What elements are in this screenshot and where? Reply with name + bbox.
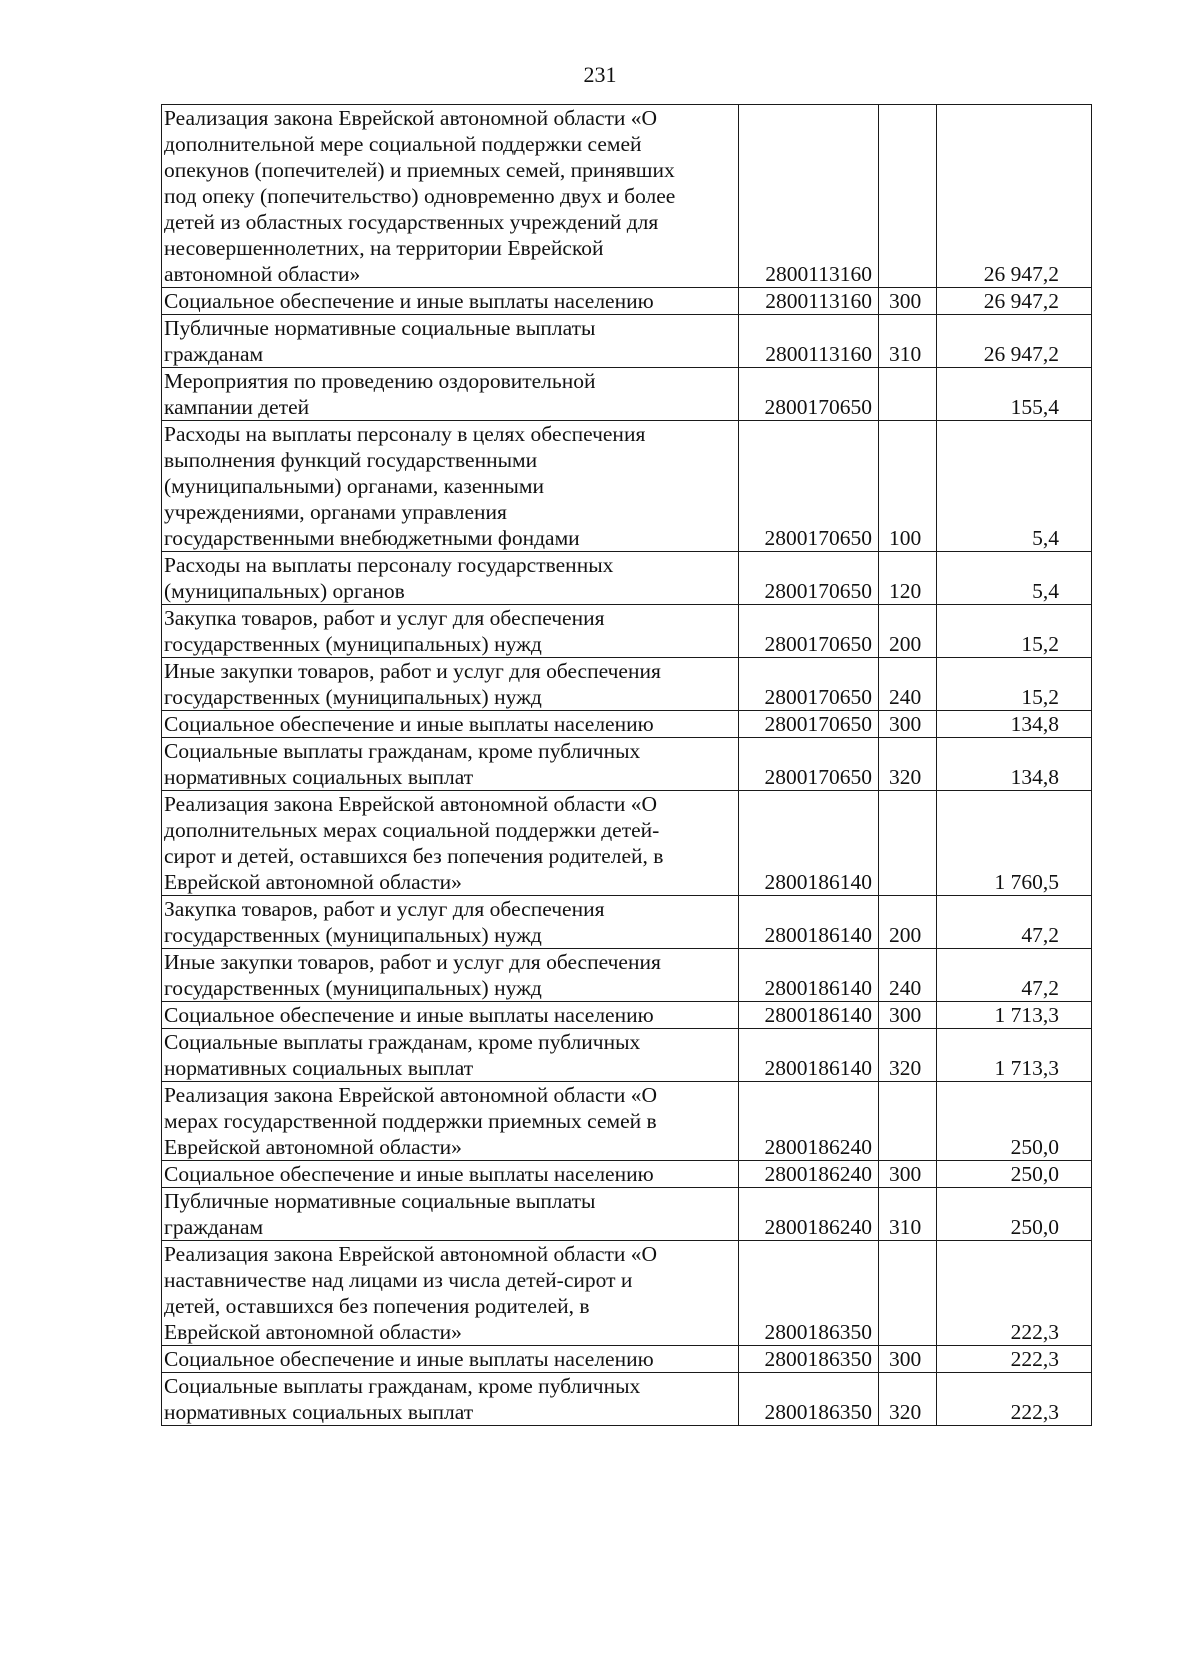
amount-cell: 222,3 — [937, 1346, 1092, 1373]
target-article-code: 2800186350 — [739, 1346, 879, 1373]
table-row — [162, 1029, 1092, 1082]
expense-name-line: Закупка товаров, работ и услуг для обеспечения — [164, 606, 605, 630]
amount-cell: 1 760,5 — [937, 791, 1092, 896]
budget-table-body — [162, 105, 1092, 1426]
expense-type-code — [879, 791, 937, 896]
expense-name-cell — [162, 368, 739, 421]
table-row — [162, 1241, 1092, 1346]
table-row — [162, 368, 1092, 421]
expense-type-code: 320 — [879, 1373, 937, 1426]
expense-type-code: 300 — [879, 1002, 937, 1029]
target-article-code: 2800113160 — [739, 105, 879, 288]
expense-name-line: под опеку (попечительство) одновременно двух и более — [164, 184, 676, 208]
expense-name-line: мерах государственной поддержки приемных семей в — [164, 1109, 657, 1133]
expense-type-code: 240 — [879, 949, 937, 1002]
target-article-code: 2800186350 — [739, 1373, 879, 1426]
target-article-code: 2800113160 — [739, 315, 879, 368]
expense-name-line: гражданам — [164, 342, 264, 366]
expense-name-cell — [162, 1002, 739, 1029]
page-number: 231 — [583, 62, 617, 87]
expense-name-line: нормативных социальных выплат — [164, 1400, 474, 1424]
expense-name-line: государственных (муниципальных) нужд — [164, 976, 542, 1000]
expense-name-cell — [162, 605, 739, 658]
expense-type-code: 300 — [879, 711, 937, 738]
expense-type-code: 300 — [879, 1161, 937, 1188]
target-article-code: 2800170650 — [739, 552, 879, 605]
expense-name-cell — [162, 1082, 739, 1161]
expense-name-line: Реализация закона Еврейской автономной области «О — [164, 792, 658, 816]
target-article-code: 2800170650 — [739, 421, 879, 552]
expense-type-code — [879, 368, 937, 421]
expense-name-line: Иные закупки товаров, работ и услуг для обеспечения — [164, 950, 661, 974]
expense-name-line: Социальные выплаты гражданам, кроме публичных — [164, 1374, 641, 1398]
expense-type-code: 300 — [879, 1346, 937, 1373]
expense-name-cell — [162, 552, 739, 605]
expense-type-code: 310 — [879, 1188, 937, 1241]
table-row — [162, 1373, 1092, 1426]
expense-type-code: 200 — [879, 605, 937, 658]
target-article-code: 2800113160 — [739, 288, 879, 315]
expense-name-line: государственными внебюджетными фондами — [164, 526, 580, 550]
expense-name-line: Закупка товаров, работ и услуг для обеспечения — [164, 897, 605, 921]
expense-name-line: несовершеннолетних, на территории Еврейской — [164, 236, 604, 260]
expense-name-line: Социальное обеспечение и иные выплаты населению — [164, 1347, 654, 1371]
table-row — [162, 658, 1092, 711]
expense-name-line: нормативных социальных выплат — [164, 765, 474, 789]
expense-name-line: Мероприятия по проведению оздоровительной — [164, 369, 596, 393]
table-row — [162, 605, 1092, 658]
expense-name-line: Социальное обеспечение и иные выплаты населению — [164, 289, 654, 313]
target-article-code: 2800170650 — [739, 711, 879, 738]
expense-name-cell — [162, 288, 739, 315]
expense-name-line: гражданам — [164, 1215, 264, 1239]
expense-type-code — [879, 105, 937, 288]
amount-cell: 5,4 — [937, 552, 1092, 605]
expense-name-line: Социальное обеспечение и иные выплаты населению — [164, 1162, 654, 1186]
amount-cell: 250,0 — [937, 1188, 1092, 1241]
table-row — [162, 1188, 1092, 1241]
expense-type-code: 310 — [879, 315, 937, 368]
expense-type-code: 120 — [879, 552, 937, 605]
expense-name-line: Расходы на выплаты персоналу государственных — [164, 553, 614, 577]
target-article-code: 2800170650 — [739, 658, 879, 711]
target-article-code: 2800170650 — [739, 738, 879, 791]
amount-cell: 134,8 — [937, 738, 1092, 791]
expense-name-line: Реализация закона Еврейской автономной области «О — [164, 106, 658, 130]
target-article-code: 2800186240 — [739, 1161, 879, 1188]
expense-type-code: 320 — [879, 1029, 937, 1082]
amount-cell: 15,2 — [937, 605, 1092, 658]
expense-name-line: Публичные нормативные социальные выплаты — [164, 1189, 596, 1213]
expense-name-cell — [162, 791, 739, 896]
amount-cell: 222,3 — [937, 1373, 1092, 1426]
expense-name-line: государственных (муниципальных) нужд — [164, 923, 542, 947]
expense-name-line: дополнительной мере социальной поддержки семей — [164, 132, 642, 156]
expense-name-line: Еврейской автономной области» — [164, 1320, 462, 1344]
table-row — [162, 1002, 1092, 1029]
expense-type-code: 240 — [879, 658, 937, 711]
expense-name-line: опекунов (попечителей) и приемных семей, принявших — [164, 158, 675, 182]
amount-cell: 15,2 — [937, 658, 1092, 711]
target-article-code: 2800186140 — [739, 1029, 879, 1082]
expense-name-line: Социальное обеспечение и иные выплаты населению — [164, 1003, 654, 1027]
table-row — [162, 288, 1092, 315]
expense-name-line: Публичные нормативные социальные выплаты — [164, 316, 596, 340]
amount-cell: 222,3 — [937, 1241, 1092, 1346]
expense-name-line: кампании детей — [164, 395, 310, 419]
expense-name-line: Расходы на выплаты персоналу в целях обеспечения — [164, 422, 646, 446]
target-article-code: 2800186140 — [739, 791, 879, 896]
expense-name-cell — [162, 1029, 739, 1082]
target-article-code: 2800186140 — [739, 1002, 879, 1029]
target-article-code: 2800186240 — [739, 1082, 879, 1161]
table-row — [162, 791, 1092, 896]
expense-name-line: Социальное обеспечение и иные выплаты населению — [164, 712, 654, 736]
amount-cell: 250,0 — [937, 1161, 1092, 1188]
table-row — [162, 552, 1092, 605]
amount-cell: 250,0 — [937, 1082, 1092, 1161]
expense-name-line: Еврейской автономной области» — [164, 870, 462, 894]
expense-name-cell — [162, 738, 739, 791]
expense-name-line: сирот и детей, оставшихся без попечения родителей, в — [164, 844, 664, 868]
table-row — [162, 711, 1092, 738]
expense-name-line: Реализация закона Еврейской автономной области «О — [164, 1242, 658, 1266]
expense-name-line: Реализация закона Еврейской автономной области «О — [164, 1083, 658, 1107]
target-article-code: 2800186140 — [739, 949, 879, 1002]
expense-name-line: дополнительных мерах социальной поддержки детей- — [164, 818, 660, 842]
expense-name-cell — [162, 658, 739, 711]
amount-cell: 1 713,3 — [937, 1029, 1092, 1082]
expense-type-code — [879, 1082, 937, 1161]
expense-name-line: наставничестве над лицами из числа детей-сирот и — [164, 1268, 633, 1292]
expense-name-line: Социальные выплаты гражданам, кроме публичных — [164, 1030, 641, 1054]
expense-name-line: (муниципальных) органов — [164, 579, 405, 603]
expense-name-cell — [162, 105, 739, 288]
expense-name-cell — [162, 1346, 739, 1373]
target-article-code: 2800170650 — [739, 368, 879, 421]
table-row — [162, 421, 1092, 552]
table-row — [162, 1161, 1092, 1188]
budget-table — [161, 104, 1092, 1426]
expense-type-code — [879, 1241, 937, 1346]
table-row — [162, 1082, 1092, 1161]
expense-name-cell — [162, 1241, 739, 1346]
expense-type-code: 200 — [879, 896, 937, 949]
table-row — [162, 896, 1092, 949]
table-row — [162, 105, 1092, 288]
table-row — [162, 1346, 1092, 1373]
expense-name-cell — [162, 949, 739, 1002]
amount-cell: 47,2 — [937, 949, 1092, 1002]
expense-name-line: государственных (муниципальных) нужд — [164, 632, 542, 656]
expense-type-code: 100 — [879, 421, 937, 552]
expense-name-cell — [162, 1161, 739, 1188]
expense-type-code: 320 — [879, 738, 937, 791]
table-row — [162, 949, 1092, 1002]
expense-name-line: нормативных социальных выплат — [164, 1056, 474, 1080]
target-article-code: 2800186240 — [739, 1188, 879, 1241]
expense-name-cell — [162, 315, 739, 368]
amount-cell: 26 947,2 — [937, 288, 1092, 315]
expense-name-line: Социальные выплаты гражданам, кроме публичных — [164, 739, 641, 763]
expense-name-line: автономной области» — [164, 262, 361, 286]
amount-cell: 47,2 — [937, 896, 1092, 949]
target-article-code: 2800186350 — [739, 1241, 879, 1346]
expense-name-cell — [162, 1188, 739, 1241]
amount-cell: 26 947,2 — [937, 105, 1092, 288]
expense-name-cell — [162, 421, 739, 552]
target-article-code: 2800170650 — [739, 605, 879, 658]
amount-cell: 134,8 — [937, 711, 1092, 738]
expense-name-line: детей из областных государственных учреждений для — [164, 210, 659, 234]
expense-name-line: выполнения функций государственными — [164, 448, 538, 472]
table-row — [162, 315, 1092, 368]
expense-name-line: Иные закупки товаров, работ и услуг для обеспечения — [164, 659, 661, 683]
amount-cell: 155,4 — [937, 368, 1092, 421]
expense-name-line: Еврейской автономной области» — [164, 1135, 462, 1159]
expense-name-line: (муниципальными) органами, казенными — [164, 474, 544, 498]
expense-name-line: государственных (муниципальных) нужд — [164, 685, 542, 709]
expense-name-line: детей, оставшихся без попечения родителей, в — [164, 1294, 590, 1318]
expense-name-line: учреждениями, органами управления — [164, 500, 507, 524]
expense-name-cell — [162, 896, 739, 949]
expense-type-code: 300 — [879, 288, 937, 315]
target-article-code: 2800186140 — [739, 896, 879, 949]
amount-cell: 1 713,3 — [937, 1002, 1092, 1029]
expense-name-cell — [162, 711, 739, 738]
amount-cell: 5,4 — [937, 421, 1092, 552]
amount-cell: 26 947,2 — [937, 315, 1092, 368]
table-row — [162, 738, 1092, 791]
expense-name-cell — [162, 1373, 739, 1426]
